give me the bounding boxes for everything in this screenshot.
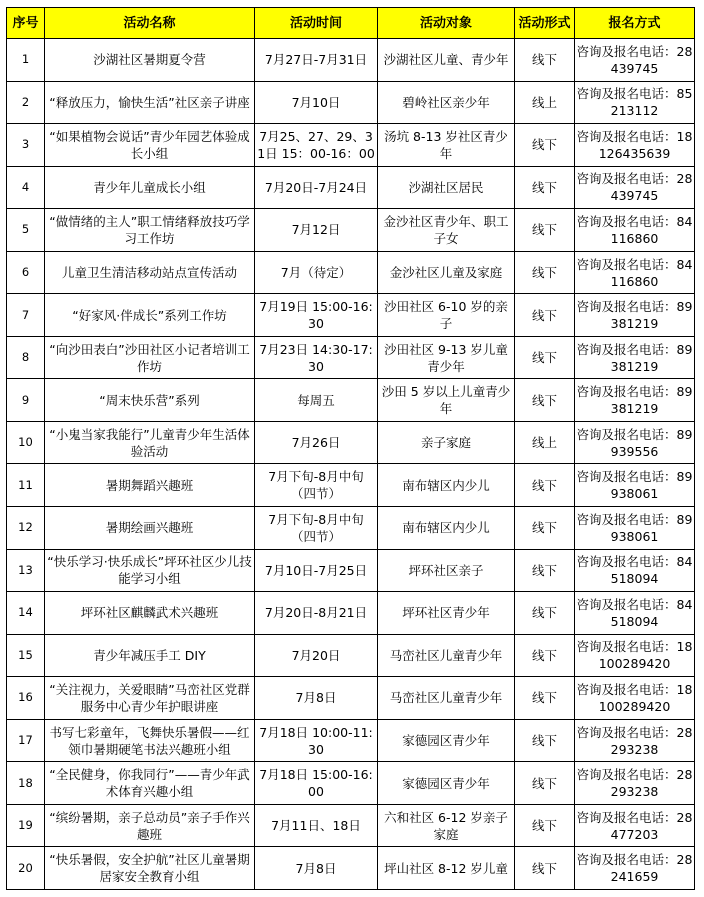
activity-name-cell: “快乐学习·快乐成长”坪环社区少儿技能学习小组	[45, 549, 255, 592]
header-activity-target: 活动对象	[378, 8, 515, 39]
activity-form-cell: 线下	[515, 847, 575, 890]
table-row	[7, 294, 695, 337]
activity-target-cell: 坪山社区 8-12 岁儿童	[378, 847, 515, 890]
activity-target-cell: 家德园区青少年	[378, 719, 515, 762]
activity-target-cell: 碧岭社区亲少年	[378, 81, 515, 124]
activity-time-cell: 7月18日 10:00-11:30	[255, 719, 378, 762]
table-row	[7, 209, 695, 252]
activity-time-cell: 7月20日	[255, 634, 378, 677]
activity-target-cell: 南布辖区内少儿	[378, 507, 515, 550]
activity-time-cell: 7月23日 14:30-17:30	[255, 336, 378, 379]
activity-form-cell: 线下	[515, 294, 575, 337]
activity-form-cell: 线上	[515, 81, 575, 124]
activity-target-cell: 坪环社区青少年	[378, 592, 515, 635]
activity-form-cell: 线上	[515, 421, 575, 464]
activity-name-cell: “小鬼当家我能行”儿童青少年生活体验活动	[45, 421, 255, 464]
activity-target-cell: 金沙社区青少年、职工子女	[378, 209, 515, 252]
header-index: 序号	[7, 8, 45, 39]
table-row	[7, 166, 695, 209]
activity-time-cell: 7月下旬-8月中旬（四节）	[255, 507, 378, 550]
table-row	[7, 677, 695, 720]
table-row	[7, 39, 695, 82]
table-body	[7, 39, 695, 890]
registration-contact-cell: 咨询及报名电话：85213112	[575, 81, 695, 124]
activity-time-cell: 7月12日	[255, 209, 378, 252]
activity-time-cell: 7月26日	[255, 421, 378, 464]
registration-contact-cell: 咨询及报名电话：84518094	[575, 549, 695, 592]
table-row	[7, 847, 695, 890]
table-row	[7, 762, 695, 805]
row-index-cell: 20	[7, 847, 45, 890]
activity-form-cell: 线下	[515, 379, 575, 422]
activity-time-cell: 7月（待定）	[255, 251, 378, 294]
registration-contact-cell: 咨询及报名电话：89381219	[575, 294, 695, 337]
activity-name-cell: 青少年儿童成长小组	[45, 166, 255, 209]
row-index-cell: 18	[7, 762, 45, 805]
activity-target-cell: 沙田社区 6-10 岁的亲子	[378, 294, 515, 337]
activity-name-cell: “好家风·伴成长”系列工作坊	[45, 294, 255, 337]
activity-target-cell: 金沙社区儿童及家庭	[378, 251, 515, 294]
activity-target-cell: 汤坑 8-13 岁社区青少年	[378, 124, 515, 167]
activity-time-cell: 7月8日	[255, 677, 378, 720]
activity-time-cell: 7月10日	[255, 81, 378, 124]
registration-contact-cell: 咨询及报名电话：18100289420	[575, 677, 695, 720]
registration-contact-cell: 咨询及报名电话：89938061	[575, 507, 695, 550]
table-row	[7, 379, 695, 422]
registration-contact-cell: 咨询及报名电话：28477203	[575, 804, 695, 847]
activity-target-cell: 沙田社区 9-13 岁儿童青少年	[378, 336, 515, 379]
registration-contact-cell: 咨询及报名电话：89939556	[575, 421, 695, 464]
table-row	[7, 336, 695, 379]
activity-form-cell: 线下	[515, 762, 575, 805]
activity-form-cell: 线下	[515, 719, 575, 762]
table-row	[7, 592, 695, 635]
activity-target-cell: 马峦社区儿童青少年	[378, 677, 515, 720]
activity-form-cell: 线下	[515, 209, 575, 252]
activity-form-cell: 线下	[515, 549, 575, 592]
registration-contact-cell: 咨询及报名电话：89381219	[575, 336, 695, 379]
header-activity-form: 活动形式	[515, 8, 575, 39]
activity-time-cell: 7月下旬-8月中旬（四节）	[255, 464, 378, 507]
row-index-cell: 4	[7, 166, 45, 209]
activity-form-cell: 线下	[515, 336, 575, 379]
table-row	[7, 804, 695, 847]
registration-contact-cell: 咨询及报名电话：18126435639	[575, 124, 695, 167]
registration-contact-cell: 咨询及报名电话：89381219	[575, 379, 695, 422]
activity-target-cell: 沙田 5 岁以上儿童青少年	[378, 379, 515, 422]
activity-form-cell: 线下	[515, 166, 575, 209]
activity-form-cell: 线下	[515, 464, 575, 507]
activity-name-cell: “释放压力，愉快生活”社区亲子讲座	[45, 81, 255, 124]
row-index-cell: 16	[7, 677, 45, 720]
row-index-cell: 8	[7, 336, 45, 379]
activity-time-cell: 7月20日-7月24日	[255, 166, 378, 209]
row-index-cell: 1	[7, 39, 45, 82]
row-index-cell: 14	[7, 592, 45, 635]
row-index-cell: 10	[7, 421, 45, 464]
activity-name-cell: 暑期舞蹈兴趣班	[45, 464, 255, 507]
activity-target-cell: 家德园区青少年	[378, 762, 515, 805]
registration-contact-cell: 咨询及报名电话：28293238	[575, 762, 695, 805]
registration-contact-cell: 咨询及报名电话：84116860	[575, 209, 695, 252]
activity-time-cell: 7月27日-7月31日	[255, 39, 378, 82]
table-row	[7, 251, 695, 294]
activity-time-cell: 7月19日 15:00-16:30	[255, 294, 378, 337]
activity-name-cell: 暑期绘画兴趣班	[45, 507, 255, 550]
row-index-cell: 2	[7, 81, 45, 124]
activity-name-cell: “做情绪的主人”职工情绪释放技巧学习工作坊	[45, 209, 255, 252]
activity-time-cell: 7月11日、18日	[255, 804, 378, 847]
activity-time-cell: 7月8日	[255, 847, 378, 890]
table-row	[7, 549, 695, 592]
activity-table	[6, 7, 695, 890]
registration-contact-cell: 咨询及报名电话：28241659	[575, 847, 695, 890]
registration-contact-cell: 咨询及报名电话：18100289420	[575, 634, 695, 677]
table-row	[7, 124, 695, 167]
activity-target-cell: 坪环社区亲子	[378, 549, 515, 592]
activity-name-cell: “关注视力，关爱眼睛”马峦社区党群服务中心青少年护眼讲座	[45, 677, 255, 720]
activity-name-cell: 沙湖社区暑期夏令营	[45, 39, 255, 82]
row-index-cell: 5	[7, 209, 45, 252]
row-index-cell: 9	[7, 379, 45, 422]
header-row	[7, 8, 695, 39]
table-row	[7, 719, 695, 762]
activity-name-cell: “向沙田表白”沙田社区小记者培训工作坊	[45, 336, 255, 379]
table-header	[7, 8, 695, 39]
activity-form-cell: 线下	[515, 39, 575, 82]
activity-form-cell: 线下	[515, 592, 575, 635]
registration-contact-cell: 咨询及报名电话：28293238	[575, 719, 695, 762]
row-index-cell: 6	[7, 251, 45, 294]
activity-time-cell: 7月18日 15:00-16:00	[255, 762, 378, 805]
table-row	[7, 634, 695, 677]
activity-name-cell: 青少年减压手工 DIY	[45, 634, 255, 677]
activity-name-cell: 坪环社区麒麟武术兴趣班	[45, 592, 255, 635]
activity-time-cell: 7月20日-8月21日	[255, 592, 378, 635]
activity-name-cell: “缤纷暑期，亲子总动员”亲子手作兴趣班	[45, 804, 255, 847]
activity-target-cell: 沙湖社区居民	[378, 166, 515, 209]
registration-contact-cell: 咨询及报名电话：28439745	[575, 166, 695, 209]
activity-target-cell: 沙湖社区儿童、青少年	[378, 39, 515, 82]
activity-target-cell: 亲子家庭	[378, 421, 515, 464]
activity-name-cell: “快乐暑假，安全护航”社区儿童暑期居家安全教育小组	[45, 847, 255, 890]
table-row	[7, 421, 695, 464]
table-row	[7, 81, 695, 124]
table-row	[7, 464, 695, 507]
activity-name-cell: 儿童卫生清洁移动站点宣传活动	[45, 251, 255, 294]
activity-target-cell: 南布辖区内少儿	[378, 464, 515, 507]
row-index-cell: 12	[7, 507, 45, 550]
activity-time-cell: 7月25、27、29、31日 15：00-16：00	[255, 124, 378, 167]
activity-name-cell: 书写七彩童年，飞舞快乐暑假——红领巾暑期硬笔书法兴趣班小组	[45, 719, 255, 762]
registration-contact-cell: 咨询及报名电话：84116860	[575, 251, 695, 294]
row-index-cell: 7	[7, 294, 45, 337]
row-index-cell: 13	[7, 549, 45, 592]
activity-form-cell: 线下	[515, 507, 575, 550]
row-index-cell: 17	[7, 719, 45, 762]
activity-table-container	[6, 7, 695, 890]
table-row	[7, 507, 695, 550]
activity-form-cell: 线下	[515, 804, 575, 847]
registration-contact-cell: 咨询及报名电话：28439745	[575, 39, 695, 82]
activity-form-cell: 线下	[515, 251, 575, 294]
activity-time-cell: 每周五	[255, 379, 378, 422]
row-index-cell: 19	[7, 804, 45, 847]
activity-form-cell: 线下	[515, 677, 575, 720]
registration-contact-cell: 咨询及报名电话：89938061	[575, 464, 695, 507]
activity-target-cell: 马峦社区儿童青少年	[378, 634, 515, 677]
activity-name-cell: “全民健身，你我同行”——青少年武术体育兴趣小组	[45, 762, 255, 805]
registration-contact-cell: 咨询及报名电话：84518094	[575, 592, 695, 635]
row-index-cell: 15	[7, 634, 45, 677]
activity-form-cell: 线下	[515, 124, 575, 167]
row-index-cell: 3	[7, 124, 45, 167]
header-activity-name: 活动名称	[45, 8, 255, 39]
activity-form-cell: 线下	[515, 634, 575, 677]
activity-target-cell: 六和社区 6-12 岁亲子家庭	[378, 804, 515, 847]
header-registration: 报名方式	[575, 8, 695, 39]
activity-time-cell: 7月10日-7月25日	[255, 549, 378, 592]
row-index-cell: 11	[7, 464, 45, 507]
header-activity-time: 活动时间	[255, 8, 378, 39]
activity-name-cell: “周末快乐营”系列	[45, 379, 255, 422]
activity-name-cell: “如果植物会说话”青少年园艺体验成长小组	[45, 124, 255, 167]
